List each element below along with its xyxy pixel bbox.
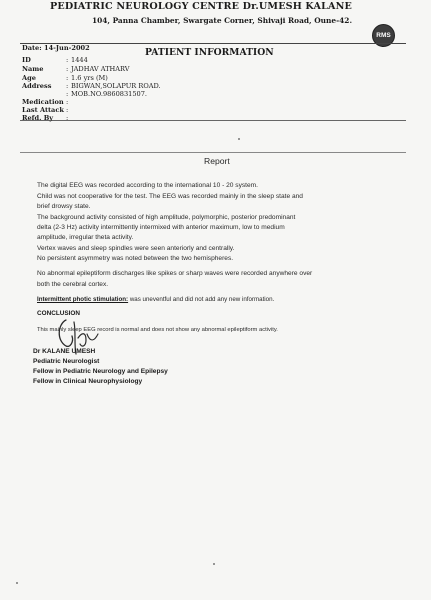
report-divider: [20, 152, 406, 153]
logo-text: RMS: [376, 32, 391, 39]
age-colon: :: [66, 74, 69, 82]
mobile-colon: :: [66, 90, 69, 98]
age-label: Age: [22, 74, 36, 82]
clinic-address: 104, Panna Chamber, Swargate Corner, Shivaji Road, Oune-42.: [92, 16, 353, 25]
name-colon: :: [66, 65, 69, 73]
conclusion-text: This mainly sleep EEG record is normal and does not show any abnormal epileptiform activity.: [37, 327, 278, 333]
date-value: 14-Jun-2002: [44, 44, 90, 52]
id-value: 1444: [71, 56, 88, 64]
date-label: Date:: [22, 44, 42, 52]
name-label: Name: [22, 65, 44, 73]
address-colon: :: [66, 82, 69, 90]
last-attack-label: Last Attack: [22, 106, 64, 114]
name-value: JADHAV ATHARV: [71, 65, 130, 73]
report-line: The background activity consisted of high amplitude, polymorphic, posterior predominant: [37, 214, 296, 221]
referred-by-label: Refd. By: [22, 114, 54, 122]
conclusion-heading: CONCLUSION: [37, 310, 80, 317]
photic-stimulation-label: Intermittent photic stimulation:: [37, 296, 129, 303]
doctor-fellowship-1: Fellow in Pediatric Neurology and Epilepsy: [33, 368, 168, 375]
medication-label: Medication: [22, 98, 64, 106]
report-line: No persistent asymmetry was noted between the two hemispheres.: [37, 255, 234, 262]
scan-speck: [16, 582, 18, 584]
photic-stimulation-line: [37, 296, 274, 303]
doctor-title: Pediatric Neurologist: [33, 358, 100, 365]
scan-speck: [238, 138, 240, 140]
id-colon: :: [66, 56, 69, 64]
medication-colon: :: [66, 98, 69, 106]
report-heading: Report: [204, 156, 230, 166]
patient-info-heading: PATIENT INFORMATION: [145, 47, 274, 58]
id-label: ID: [22, 56, 31, 64]
doctor-name: Dr KALANE UMESH: [33, 348, 96, 355]
address-label: Address: [22, 82, 52, 90]
clinic-name: PEDIATRIC NEUROLOGY CENTRE Dr.UMESH KALANE: [50, 1, 352, 12]
referred-by-colon: :: [66, 114, 69, 122]
last-attack-colon: :: [66, 106, 69, 114]
epileptiform-line: No abnormal epileptiform discharges like spikes or sharp waves were recorded anywhere over: [37, 270, 313, 277]
report-line: The digital EEG was recorded according to the international 10 - 20 system.: [37, 182, 259, 189]
doctor-fellowship-2: Fellow in Clinical Neurophysiology: [33, 378, 143, 385]
photic-stimulation-text: was uneventful and did not add any new information.: [128, 296, 275, 303]
report-line: brief drowsy state.: [37, 203, 91, 210]
mobile-value: MOB.NO.9860831507.: [71, 90, 148, 98]
report-line: Vertex waves and sleep spindles were seen anteriorly and centrally.: [37, 245, 235, 252]
age-value: 1.6 yrs (M): [71, 74, 108, 82]
report-line: amplitude, irregular theta activity.: [37, 234, 134, 241]
address-value: BIGWAN,SOLAPUR ROAD.: [71, 82, 161, 90]
report-line: Child was not cooperative for the test. The EEG was recorded mainly in the sleep state and: [37, 193, 303, 200]
epileptiform-line: both the cerebral cortex.: [37, 281, 109, 288]
patient-info-divider: [20, 120, 406, 121]
scan-speck: [213, 563, 215, 565]
report-line: delta (2-3 Hz) activity intermittently intermixed with anterior maximum, low to medium: [37, 224, 285, 231]
